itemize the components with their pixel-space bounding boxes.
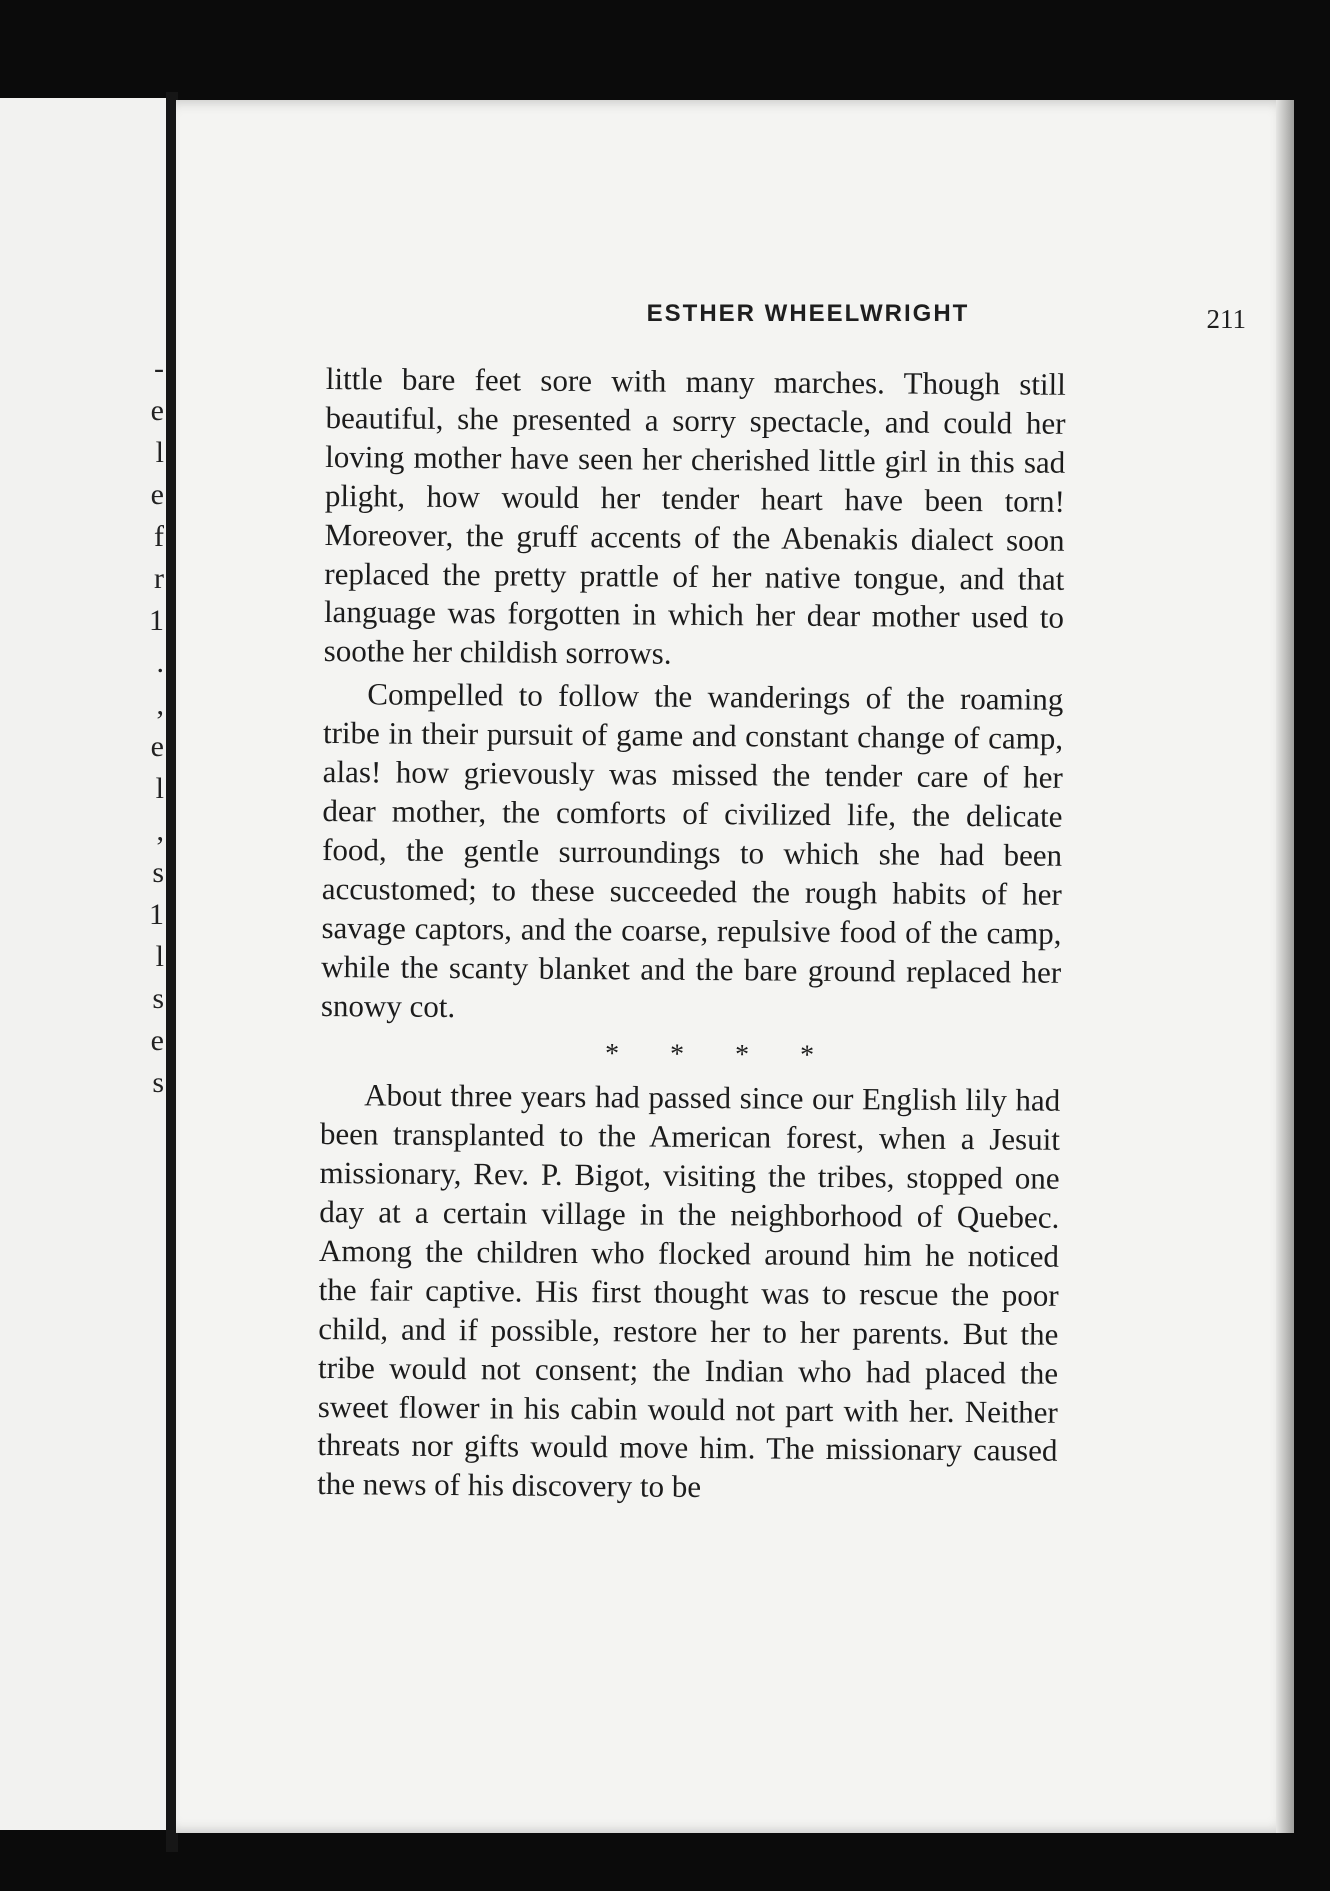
fragment: 1: [149, 604, 164, 637]
page-body: [317, 360, 1066, 1510]
fragment: .: [156, 646, 164, 679]
fragment: 1: [149, 898, 164, 931]
fragment: -: [154, 352, 164, 385]
fragment: s: [152, 856, 164, 889]
fragment: e: [150, 1024, 164, 1057]
fragment: e: [150, 478, 164, 511]
page-number: 211: [1206, 304, 1246, 334]
running-title: ESTHER WHEELWRIGHT: [646, 300, 970, 327]
fragment: s: [152, 1066, 164, 1099]
paragraph: About three years had passed since our English lily had been transplanted to the American forest, when a Jesuit missionary, Rev. P. Bigot, visiting the tribes, stopped one day at a certain village in the neighborhood of Quebec. Among the children who flocked around him he noticed the fair captive. His first thought was to rescue the poor child, and if possible, restore her to her parents. But the tribe would not consent; the Indian who had placed the sweet flower in his cabin would not part with her. Neither threats nor gifts would move him. The missionary caused the news of his discovery to be: [317, 1077, 1061, 1505]
paragraph: Compelled to follow the wanderings of the roaming tribe in their pursuit of game and constant change of camp, alas! how grievously was missed the tender care of her dear mother, the comforts of civilized life, the delicate food, the gentle surroundings to which she had been accustomed; to these succeeded the rough habits of her savage captors, and the coarse, repulsive food of the camp, while the scanty blanket and the bare ground replaced her snowy cot.: [320, 676, 1064, 1024]
fragment: ,: [156, 688, 164, 721]
fragment: s: [152, 982, 164, 1015]
fragment: ,: [156, 814, 164, 847]
fragment: l: [155, 940, 164, 973]
fragment: l: [155, 772, 164, 805]
fragment: e: [150, 730, 164, 763]
fragment: f: [154, 520, 164, 553]
facing-page: [0, 98, 168, 1830]
fragment: l: [155, 436, 164, 469]
facing-page-text-fragments: [149, 348, 164, 1104]
book-page: [176, 100, 1294, 1833]
section-separator: * * * *: [604, 1038, 837, 1072]
fragment: r: [154, 562, 164, 595]
fragment: e: [150, 394, 164, 427]
paragraph: little bare feet sore with many marches. Though still beautiful, she presented a sorry spectacle, and could her loving mother have seen her cherished little girl in this sad plight, how would her tender heart have been torn! Moreover, the gruff accents of the Abenakis dialect soon replaced the pretty prattle of her native tongue, and that language was forgotten in which her dear mother used to soothe her childish sorrows.: [323, 360, 1066, 672]
page-edge-shadow: [1276, 100, 1294, 1833]
running-header: [528, 300, 1274, 336]
